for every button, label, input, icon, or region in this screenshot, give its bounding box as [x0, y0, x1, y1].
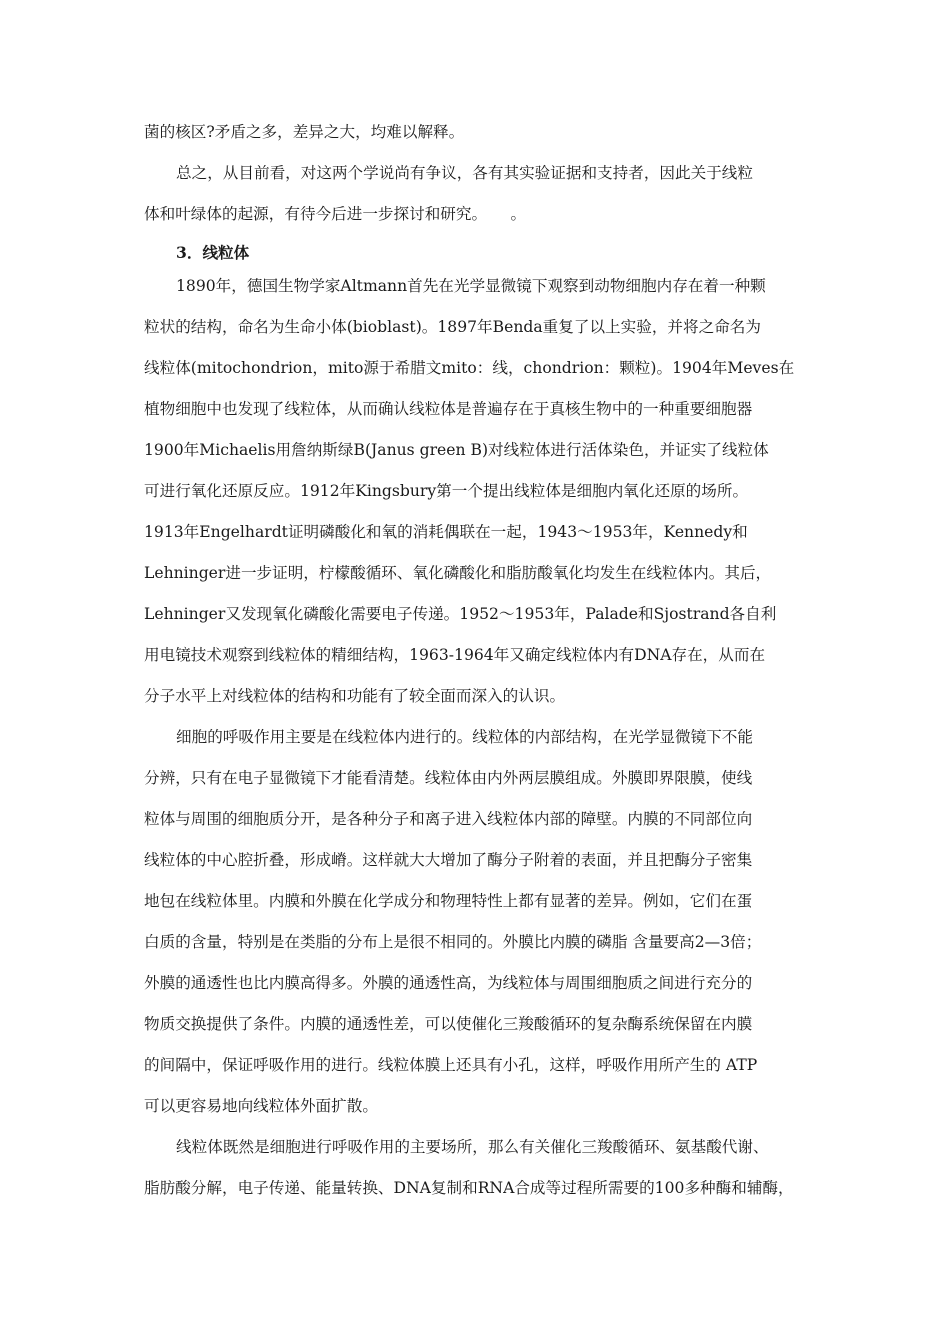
- text-line: 物质交换提供了条件。内膜的通透性差，可以使催化三羧酸循环的复杂酶系统保留在内膜: [144, 1015, 753, 1033]
- text-line: 1900年Michaelis用詹纳斯绿B(Janus green B)对线粒体进行活体染色，并证实了线粒体: [144, 441, 769, 459]
- text-line: 线粒体既然是细胞进行呼吸作用的主要场所，那么有关催化三羧酸循环、氨基酸代谢、: [176, 1138, 769, 1156]
- text-line: 用电镜技术观察到线粒体的精细结构，1963-1964年又确定线粒体内有DNA存在，从而在: [144, 646, 766, 664]
- text-line: 细胞的呼吸作用主要是在线粒体内进行的。线粒体的内部结构，在光学显微镜下不能: [176, 728, 753, 746]
- text-line: 线粒体(mitochondrion，mito源于希腊文mito：线，chondrion：颗粒)。1904年Meves在: [144, 359, 795, 377]
- text-line: 体和叶绿体的起源，有待今后进一步探讨和研究。 。: [144, 205, 527, 223]
- text-line: 线粒体的中心腔折叠，形成嵴。这样就大大增加了酶分子附着的表面，并且把酶分子密集: [144, 851, 753, 869]
- text-line: 分子水平上对线粒体的结构和功能有了较全面而深入的认识。: [144, 687, 566, 705]
- text-line: 外膜的通透性也比内膜高得多。外膜的通透性高，为线粒体与周围细胞质之间进行充分的: [144, 974, 753, 992]
- text-line: 菌的核区?矛盾之多，差异之大，均难以解释。: [144, 123, 465, 141]
- text-line: 粒状的结构，命名为生命小体(bioblast)。1897年Benda重复了以上实验，并将之命名为: [144, 318, 761, 336]
- text-line: Lehninger进一步证明，柠檬酸循环、氧化磷酸化和脂肪酸氧化均发生在线粒体内。其后，: [144, 564, 772, 582]
- text-line: 的间隔中，保证呼吸作用的进行。线粒体膜上还具有小孔，这样，呼吸作用所产生的 ATP: [144, 1056, 758, 1074]
- text-line: 1913年Engelhardt证明磷酸化和氧的消耗偶联在一起，1943～1953年，Kennedy和: [144, 523, 748, 541]
- text-line: 可进行氧化还原反应。1912年Kingsbury第一个提出线粒体是细胞内氧化还原的场所。: [144, 482, 749, 500]
- text-line: 粒体与周围的细胞质分开，是各种分子和离子进入线粒体内部的障壁。内膜的不同部位向: [144, 810, 753, 828]
- text-line: 可以更容易地向线粒体外面扩散。: [144, 1097, 378, 1115]
- text-line: 总之，从目前看，对这两个学说尚有争议，各有其实验证据和支持者，因此关于线粒: [176, 164, 753, 182]
- text-line: 白质的含量，特别是在类脂的分布上是很不相同的。外膜比内膜的磷脂 含量要高2—3倍；: [144, 933, 762, 951]
- text-line: 1890年，德国生物学家Altmann首先在光学显微镜下观察到动物细胞内存在着一种颗: [176, 277, 766, 295]
- text-line: 地包在线粒体里。内膜和外膜在化学成分和物理特性上都有显著的差异。例如，它们在蛋: [144, 892, 753, 910]
- text-line: Lehninger又发现氧化磷酸化需要电子传递。1952～1953年，Palade和Sjostrand各自利: [144, 605, 777, 623]
- text-line: 脂肪酸分解，电子传递、能量转换、DNA复制和RNA合成等过程所需要的100多种酶和辅酶，: [144, 1179, 794, 1197]
- text-line: 分辨，只有在电子显微镜下才能看清楚。线粒体由内外两层膜组成。外膜即界限膜，使线: [144, 769, 753, 787]
- text-line: 植物细胞中也发现了线粒体，从而确认线粒体是普遍存在于真核生物中的一种重要细胞器: [144, 400, 753, 418]
- section-heading: 3．线粒体: [176, 243, 250, 262]
